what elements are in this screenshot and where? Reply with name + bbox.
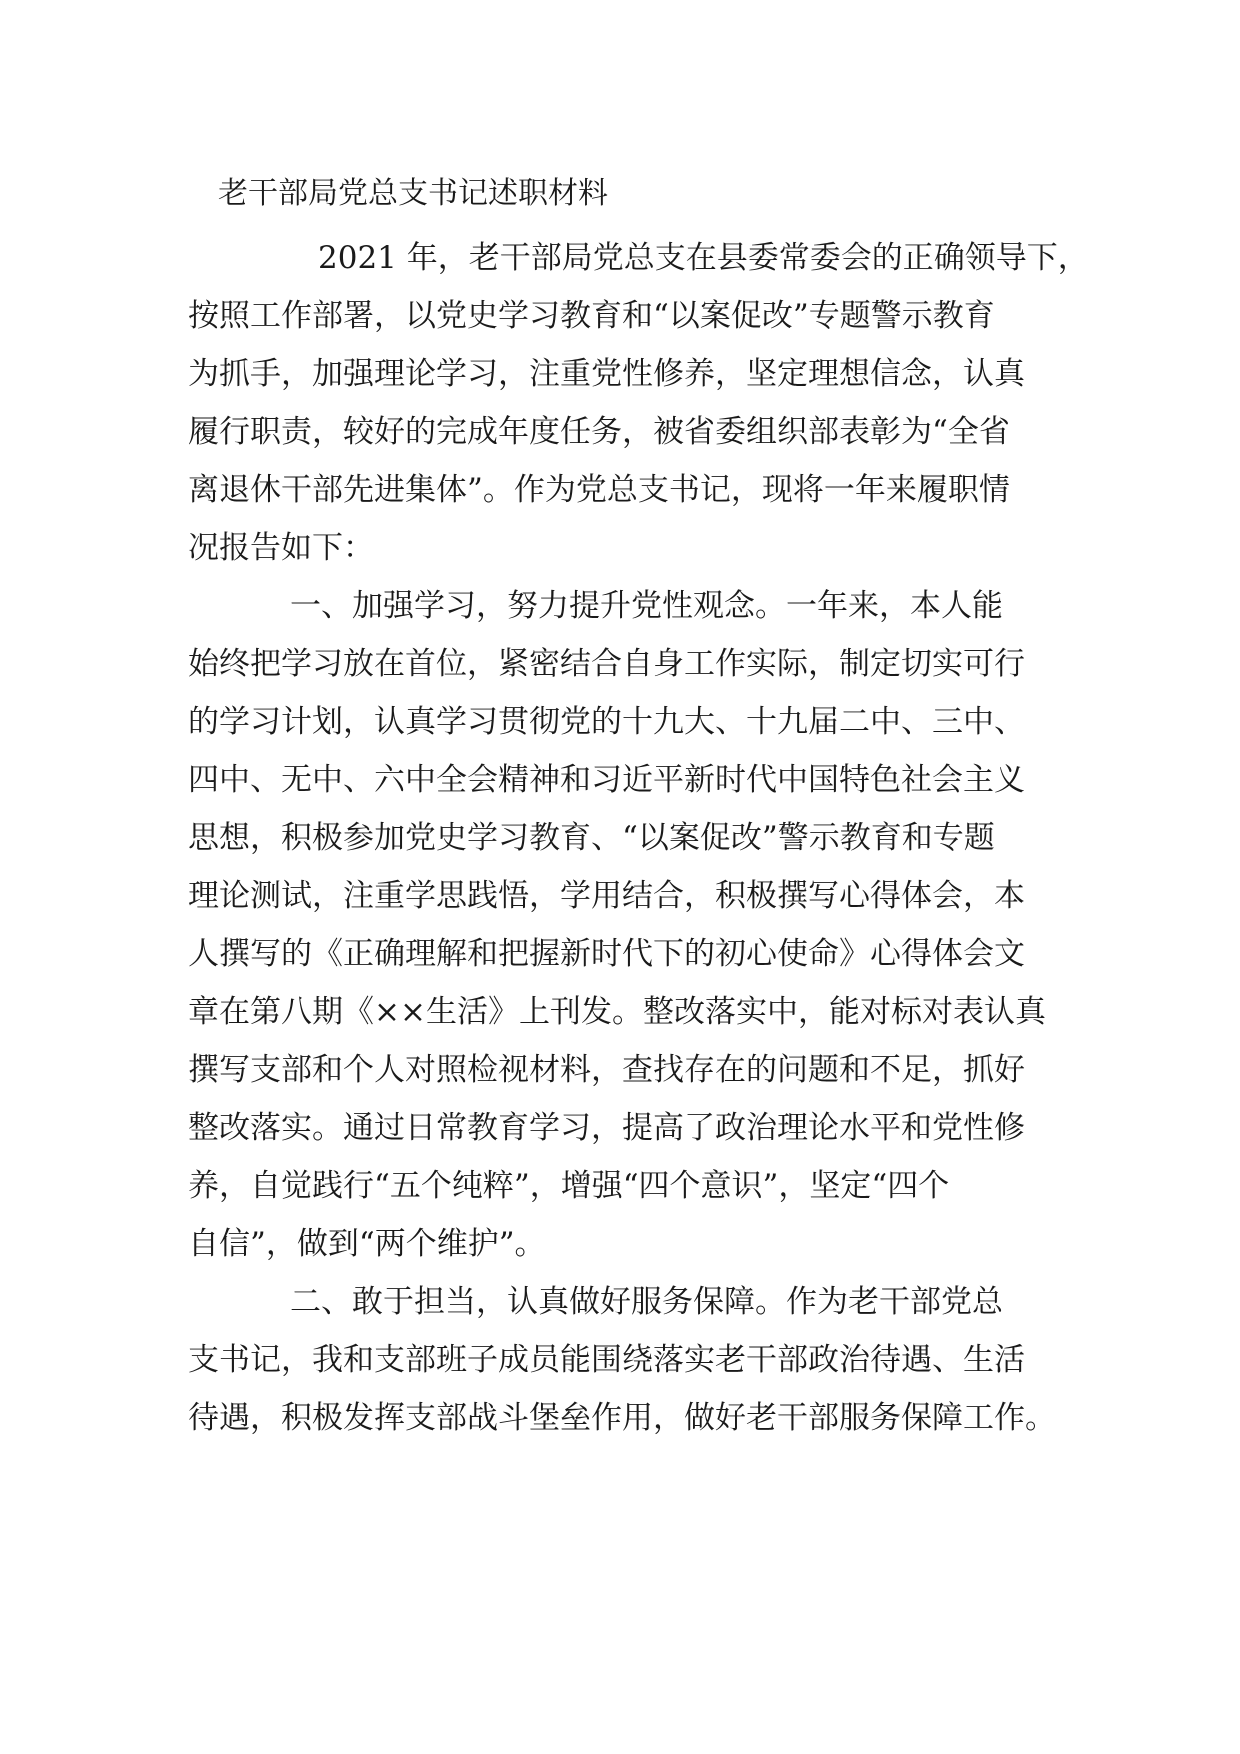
paragraph-line: 2021 年，老干部局党总支在县委常委会的正确领导下， — [318, 240, 1089, 276]
paragraph-line: 四中、无中、六中全会精神和习近平新时代中国特色社会主义 — [188, 762, 1025, 798]
paragraph-line: 支书记，我和支部班子成员能围绕落实老干部政治待遇、生活 — [188, 1342, 1025, 1378]
paragraph-line: 一、加强学习，努力提升党性观念。一年来，本人能 — [290, 588, 1003, 624]
paragraph-line: 离退休干部先进集体”。作为党总支书记，现将一年来履职情 — [188, 472, 1010, 508]
paragraph-line: 履行职责，较好的完成年度任务，被省委组织部表彰为“全省 — [188, 414, 1010, 450]
paragraph-line: 养，自觉践行“五个纯粹”，增强“四个意识”，坚定“四个 — [188, 1168, 950, 1204]
document-title: 老干部局党总支书记述职材料 — [218, 176, 608, 211]
paragraph-line: 待遇，积极发挥支部战斗堡垒作用，做好老干部服务保障工作。 — [188, 1400, 1056, 1436]
paragraph-line: 的学习计划，认真学习贯彻党的十九大、十九届二中、三中、 — [188, 704, 1025, 740]
paragraph-line: 撰写支部和个人对照检视材料，查找存在的问题和不足，抓好 — [188, 1052, 1025, 1088]
paragraph-line: 为抓手，加强理论学习，注重党性修养，坚定理想信念，认真 — [188, 356, 1025, 392]
paragraph-line: 人撰写的《正确理解和把握新时代下的初心使命》心得体会文 — [188, 936, 1025, 972]
paragraph-line: 二、敢于担当，认真做好服务保障。作为老干部党总 — [290, 1284, 1003, 1320]
paragraph-line: 况报告如下： — [188, 530, 374, 566]
paragraph-line: 按照工作部署，以党史学习教育和“以案促改”专题警示教育 — [188, 298, 995, 334]
paragraph-line: 理论测试，注重学思践悟，学用结合，积极撰写心得体会，本 — [188, 878, 1025, 914]
paragraph-line: 自信”，做到“两个维护”。 — [188, 1226, 546, 1262]
paragraph-line: 整改落实。通过日常教育学习，提高了政治理论水平和党性修 — [188, 1110, 1025, 1146]
paragraph-line: 始终把学习放在首位，紧密结合自身工作实际，制定切实可行 — [188, 646, 1025, 682]
paragraph-line: 思想，积极参加党史学习教育、“以案促改”警示教育和专题 — [188, 820, 995, 856]
paragraph-line: 章在第八期《××生活》上刊发。整改落实中，能对标对表认真 — [188, 994, 1046, 1030]
